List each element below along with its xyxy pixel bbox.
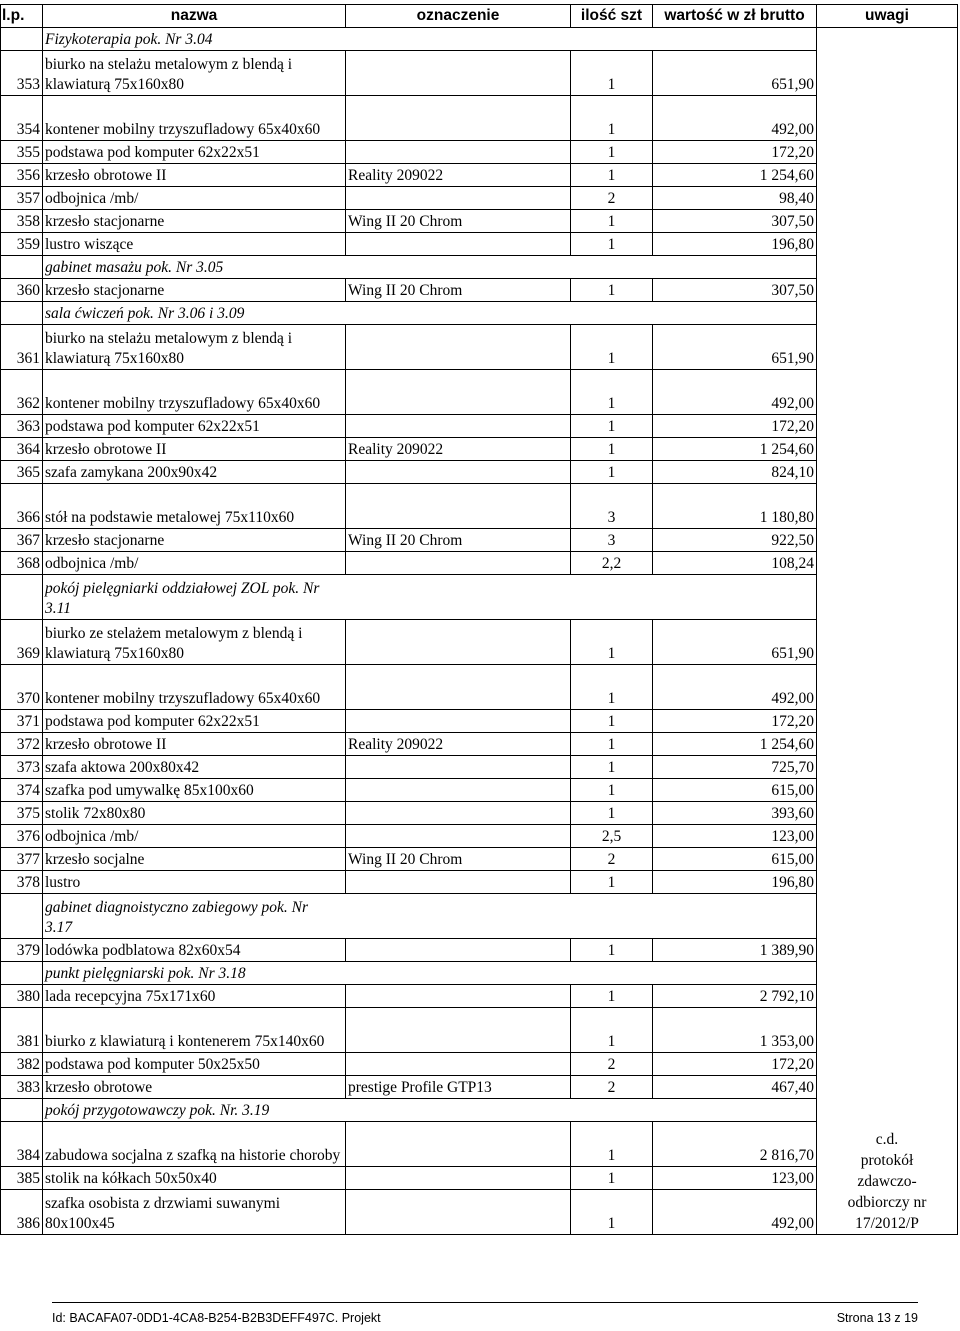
row-name: lada recepcyjna 75x171x60 <box>43 985 346 1008</box>
row-designation: Wing II 20 Chrom <box>346 279 571 302</box>
row-name: lustro <box>43 871 346 894</box>
table-row <box>1 415 958 438</box>
row-value: 123,00 <box>653 1167 817 1190</box>
row-value: 651,90 <box>653 325 817 370</box>
row-qty: 1 <box>571 1122 653 1167</box>
header-name: nazwa <box>43 5 346 28</box>
header-remarks: uwagi <box>817 5 958 28</box>
row-value: 492,00 <box>653 665 817 710</box>
table-row <box>1 210 958 233</box>
row-name: odbojnica /mb/ <box>43 187 346 210</box>
row-designation <box>346 825 571 848</box>
table-row <box>1 756 958 779</box>
row-name: szafka osobista z drzwiami suwanymi 80x100x45 <box>43 1190 346 1235</box>
row-qty: 1 <box>571 438 653 461</box>
row-qty: 1 <box>571 733 653 756</box>
row-qty: 3 <box>571 484 653 529</box>
row-lp: 364 <box>1 438 43 461</box>
row-designation <box>346 96 571 141</box>
section-title <box>43 962 817 985</box>
remarks-line4: odbiorczy nr <box>847 1194 927 1211</box>
row-designation <box>346 415 571 438</box>
row-designation <box>346 370 571 415</box>
row-qty: 1 <box>571 985 653 1008</box>
section-title-text: gabinet diagnoistyczno zabiegowy pok. Nr 3.17 <box>45 899 309 936</box>
row-value: 1 254,60 <box>653 733 817 756</box>
row-lp: 380 <box>1 985 43 1008</box>
row-designation <box>346 187 571 210</box>
row-name: stół na podstawie metalowej 75x110x60 <box>43 484 346 529</box>
row-designation: Reality 209022 <box>346 438 571 461</box>
row-value: 467,40 <box>653 1076 817 1099</box>
row-value: 172,20 <box>653 710 817 733</box>
row-designation <box>346 1190 571 1235</box>
row-value: 2 816,70 <box>653 1122 817 1167</box>
section-row <box>1 1099 958 1122</box>
row-lp: 357 <box>1 187 43 210</box>
header-row <box>1 5 958 28</box>
section-row <box>1 256 958 279</box>
row-name: odbojnica /mb/ <box>43 552 346 575</box>
section-title-text: Fizykoterapia pok. Nr 3.04 <box>45 31 213 48</box>
section-title <box>43 894 817 939</box>
section-lp-cell <box>1 962 43 985</box>
row-value: 307,50 <box>653 279 817 302</box>
row-name: biurko z klawiaturą i kontenerem 75x140x60 <box>43 1008 346 1053</box>
section-lp-cell <box>1 302 43 325</box>
section-row <box>1 302 958 325</box>
row-designation <box>346 939 571 962</box>
row-name: stolik na kółkach 50x50x40 <box>43 1167 346 1190</box>
row-designation <box>346 233 571 256</box>
header-qty: ilość szt <box>571 5 653 28</box>
row-lp: 360 <box>1 279 43 302</box>
table-row <box>1 1167 958 1190</box>
row-name: podstawa pod komputer 62x22x51 <box>43 415 346 438</box>
row-lp: 369 <box>1 620 43 665</box>
row-value: 172,20 <box>653 1053 817 1076</box>
section-lp-cell <box>1 894 43 939</box>
table-row <box>1 51 958 96</box>
footer-divider <box>52 1302 918 1303</box>
row-name: podstawa pod komputer 62x22x51 <box>43 710 346 733</box>
row-qty: 1 <box>571 939 653 962</box>
header-value: wartość w zł brutto <box>653 5 817 28</box>
row-qty: 1 <box>571 779 653 802</box>
table-row <box>1 710 958 733</box>
row-qty: 1 <box>571 1008 653 1053</box>
table-row <box>1 1190 958 1235</box>
row-qty: 2,2 <box>571 552 653 575</box>
row-designation <box>346 461 571 484</box>
row-lp: 378 <box>1 871 43 894</box>
row-lp: 377 <box>1 848 43 871</box>
row-designation: Reality 209022 <box>346 164 571 187</box>
row-value: 615,00 <box>653 779 817 802</box>
table-row <box>1 871 958 894</box>
row-designation <box>346 51 571 96</box>
table-row <box>1 1122 958 1167</box>
table-row <box>1 529 958 552</box>
row-value: 1 353,00 <box>653 1008 817 1053</box>
row-lp: 382 <box>1 1053 43 1076</box>
section-lp-cell <box>1 1099 43 1122</box>
row-name: stolik 72x80x80 <box>43 802 346 825</box>
table-row <box>1 233 958 256</box>
row-name: krzesło stacjonarne <box>43 210 346 233</box>
row-designation <box>346 484 571 529</box>
row-lp: 365 <box>1 461 43 484</box>
document-id: Id: BACAFA07-0DD1-4CA8-B254-B2B3DEFF497C. Projekt <box>52 1311 381 1325</box>
row-lp: 383 <box>1 1076 43 1099</box>
row-designation: prestige Profile GTP13 <box>346 1076 571 1099</box>
table-row <box>1 848 958 871</box>
table-row <box>1 552 958 575</box>
row-designation <box>346 1122 571 1167</box>
row-qty: 1 <box>571 461 653 484</box>
row-name: krzesło stacjonarne <box>43 529 346 552</box>
row-name: kontener mobilny trzyszufladowy 65x40x60 <box>43 96 346 141</box>
remarks-line3: zdawczo- <box>857 1173 917 1190</box>
row-designation <box>346 756 571 779</box>
remarks-text <box>819 1129 955 1234</box>
row-name: lodówka podblatowa 82x60x54 <box>43 939 346 962</box>
table-row <box>1 1053 958 1076</box>
page-number: Strona 13 z 19 <box>836 1311 918 1325</box>
header-designation: oznaczenie <box>346 5 571 28</box>
table-row <box>1 733 958 756</box>
row-value: 651,90 <box>653 51 817 96</box>
row-name: krzesło socjalne <box>43 848 346 871</box>
section-lp-cell <box>1 575 43 620</box>
table-row <box>1 370 958 415</box>
row-name: krzesło obrotowe II <box>43 438 346 461</box>
section-title <box>43 575 817 620</box>
row-lp: 366 <box>1 484 43 529</box>
row-designation: Wing II 20 Chrom <box>346 529 571 552</box>
row-lp: 386 <box>1 1190 43 1235</box>
row-lp: 363 <box>1 415 43 438</box>
section-title <box>43 256 817 279</box>
row-lp: 354 <box>1 96 43 141</box>
section-lp-cell <box>1 28 43 51</box>
row-lp: 385 <box>1 1167 43 1190</box>
section-title-text: gabinet masażu pok. Nr 3.05 <box>45 259 224 276</box>
table-row <box>1 985 958 1008</box>
remarks-cell <box>817 28 958 1235</box>
section-title-text: pokój przygotowawczy pok. Nr. 3.19 <box>45 1102 270 1119</box>
table-row <box>1 802 958 825</box>
row-name: zabudowa socjalna z szafką na historie choroby <box>43 1122 346 1167</box>
row-designation: Wing II 20 Chrom <box>346 848 571 871</box>
table-row <box>1 484 958 529</box>
row-qty: 1 <box>571 415 653 438</box>
section-row <box>1 962 958 985</box>
remarks-line1: c.d. <box>875 1131 899 1148</box>
row-name: krzesło obrotowe II <box>43 164 346 187</box>
table-row <box>1 939 958 962</box>
row-designation <box>346 779 571 802</box>
section-row <box>1 28 958 51</box>
row-designation: Reality 209022 <box>346 733 571 756</box>
row-lp: 353 <box>1 51 43 96</box>
row-value: 123,00 <box>653 825 817 848</box>
table-body <box>1 28 958 1235</box>
row-name: szafa zamykana 200x90x42 <box>43 461 346 484</box>
table-row <box>1 325 958 370</box>
row-lp: 376 <box>1 825 43 848</box>
row-qty: 1 <box>571 370 653 415</box>
row-qty: 1 <box>571 51 653 96</box>
row-name: odbojnica /mb/ <box>43 825 346 848</box>
row-qty: 1 <box>571 96 653 141</box>
table-row <box>1 141 958 164</box>
page-footer <box>52 1311 918 1325</box>
row-qty: 1 <box>571 233 653 256</box>
row-qty: 1 <box>571 141 653 164</box>
row-qty: 1 <box>571 710 653 733</box>
section-row <box>1 575 958 620</box>
section-lp-cell <box>1 256 43 279</box>
section-title-text: sala ćwiczeń pok. Nr 3.06 i 3.09 <box>45 305 245 322</box>
row-name: biurko ze stelażem metalowym z blendą i klawiaturą 75x160x80 <box>43 620 346 665</box>
row-qty: 1 <box>571 164 653 187</box>
row-name: krzesło obrotowe II <box>43 733 346 756</box>
row-lp: 368 <box>1 552 43 575</box>
row-lp: 359 <box>1 233 43 256</box>
row-qty: 2 <box>571 1076 653 1099</box>
row-name: kontener mobilny trzyszufladowy 65x40x60 <box>43 370 346 415</box>
row-lp: 372 <box>1 733 43 756</box>
row-qty: 1 <box>571 210 653 233</box>
row-value: 492,00 <box>653 1190 817 1235</box>
table-row <box>1 1008 958 1053</box>
row-value: 393,60 <box>653 802 817 825</box>
row-designation <box>346 325 571 370</box>
section-title <box>43 28 817 51</box>
row-value: 651,90 <box>653 620 817 665</box>
row-designation <box>346 1167 571 1190</box>
row-lp: 358 <box>1 210 43 233</box>
section-title <box>43 302 817 325</box>
row-designation <box>346 710 571 733</box>
table-row <box>1 461 958 484</box>
row-designation <box>346 665 571 710</box>
row-qty: 1 <box>571 802 653 825</box>
row-designation <box>346 141 571 164</box>
row-value: 2 792,10 <box>653 985 817 1008</box>
section-row <box>1 894 958 939</box>
row-value: 824,10 <box>653 461 817 484</box>
row-name: biurko na stelażu metalowym z blendą i klawiaturą 75x160x80 <box>43 51 346 96</box>
row-qty: 1 <box>571 1190 653 1235</box>
table-row <box>1 438 958 461</box>
table-row <box>1 1076 958 1099</box>
row-qty: 2 <box>571 187 653 210</box>
row-value: 1 254,60 <box>653 164 817 187</box>
row-name: szafa aktowa 200x80x42 <box>43 756 346 779</box>
table-row <box>1 187 958 210</box>
row-designation <box>346 802 571 825</box>
table-row <box>1 825 958 848</box>
row-value: 1 389,90 <box>653 939 817 962</box>
row-qty: 1 <box>571 1167 653 1190</box>
row-lp: 381 <box>1 1008 43 1053</box>
row-qty: 1 <box>571 756 653 779</box>
remarks-line5: 17/2012/P <box>855 1215 919 1232</box>
table-row <box>1 279 958 302</box>
section-title-text: punkt pielęgniarski pok. Nr 3.18 <box>45 965 246 982</box>
row-qty: 1 <box>571 620 653 665</box>
row-value: 615,00 <box>653 848 817 871</box>
header-lp: l.p. <box>1 5 43 28</box>
row-designation <box>346 871 571 894</box>
remarks-line2: protokół <box>860 1152 914 1169</box>
row-designation: Wing II 20 Chrom <box>346 210 571 233</box>
row-designation <box>346 552 571 575</box>
row-name: kontener mobilny trzyszufladowy 65x40x60 <box>43 665 346 710</box>
row-qty: 2,5 <box>571 825 653 848</box>
row-qty: 1 <box>571 665 653 710</box>
row-designation <box>346 985 571 1008</box>
row-value: 492,00 <box>653 96 817 141</box>
row-name: krzesło stacjonarne <box>43 279 346 302</box>
row-lp: 362 <box>1 370 43 415</box>
row-value: 725,70 <box>653 756 817 779</box>
row-value: 172,20 <box>653 141 817 164</box>
row-lp: 379 <box>1 939 43 962</box>
table-row <box>1 665 958 710</box>
row-value: 108,24 <box>653 552 817 575</box>
row-qty: 2 <box>571 1053 653 1076</box>
row-designation <box>346 1008 571 1053</box>
row-designation <box>346 1053 571 1076</box>
row-name: krzesło obrotowe <box>43 1076 346 1099</box>
section-title-text: pokój pielęgniarki oddziałowej ZOL pok. Nr 3.11 <box>45 580 320 617</box>
row-name: lustro wiszące <box>43 233 346 256</box>
row-value: 922,50 <box>653 529 817 552</box>
row-lp: 367 <box>1 529 43 552</box>
row-qty: 3 <box>571 529 653 552</box>
row-lp: 373 <box>1 756 43 779</box>
row-lp: 371 <box>1 710 43 733</box>
row-qty: 1 <box>571 279 653 302</box>
row-value: 98,40 <box>653 187 817 210</box>
inventory-table <box>0 4 958 1235</box>
row-name: biurko na stelażu metalowym z blendą i klawiaturą 75x160x80 <box>43 325 346 370</box>
row-lp: 355 <box>1 141 43 164</box>
row-value: 1 254,60 <box>653 438 817 461</box>
row-value: 1 180,80 <box>653 484 817 529</box>
row-value: 307,50 <box>653 210 817 233</box>
row-value: 492,00 <box>653 370 817 415</box>
row-value: 196,80 <box>653 233 817 256</box>
table-row <box>1 779 958 802</box>
row-lp: 356 <box>1 164 43 187</box>
row-value: 196,80 <box>653 871 817 894</box>
row-value: 172,20 <box>653 415 817 438</box>
table-row <box>1 96 958 141</box>
row-name: podstawa pod komputer 50x25x50 <box>43 1053 346 1076</box>
row-lp: 375 <box>1 802 43 825</box>
row-lp: 370 <box>1 665 43 710</box>
table-row <box>1 164 958 187</box>
table-row <box>1 620 958 665</box>
row-name: szafka pod umywalkę 85x100x60 <box>43 779 346 802</box>
section-title <box>43 1099 817 1122</box>
row-qty: 2 <box>571 848 653 871</box>
row-lp: 374 <box>1 779 43 802</box>
row-lp: 384 <box>1 1122 43 1167</box>
row-qty: 1 <box>571 325 653 370</box>
row-lp: 361 <box>1 325 43 370</box>
row-name: podstawa pod komputer 62x22x51 <box>43 141 346 164</box>
row-designation <box>346 620 571 665</box>
row-qty: 1 <box>571 871 653 894</box>
